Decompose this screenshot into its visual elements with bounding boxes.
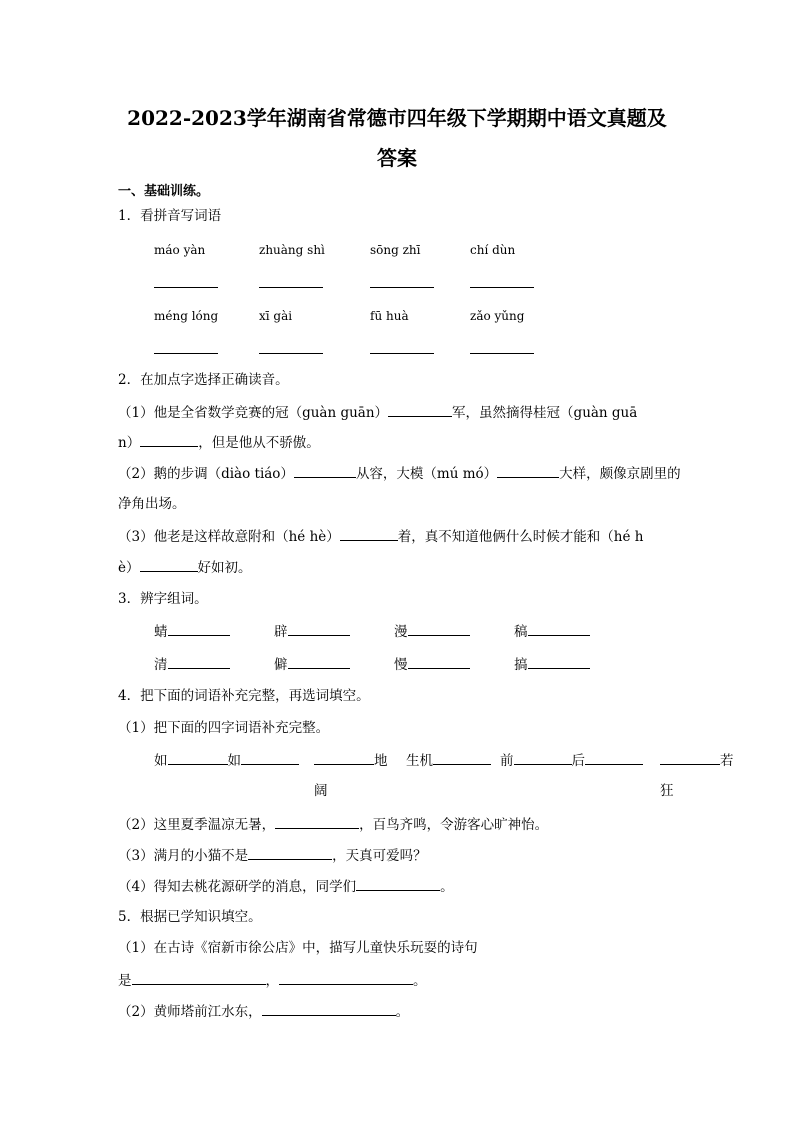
char-item: 搞 <box>514 654 590 675</box>
question-5-sub-1-cont: 是 ， 。 <box>118 970 427 991</box>
answer-blank[interactable] <box>585 750 643 765</box>
question-5-label: 5．根据已学知识填空。 <box>118 909 262 925</box>
question-2-sentence-2-cont: 净角出场。 <box>118 496 186 512</box>
answer-blank[interactable] <box>433 750 491 765</box>
char-item: 稿 <box>514 621 590 642</box>
char-item: 清 <box>154 654 230 675</box>
question-4-label: 4．把下面的词语补充完整，再选词填空。 <box>118 688 370 704</box>
answer-blank[interactable] <box>408 654 470 669</box>
answer-blank[interactable] <box>470 287 534 288</box>
answer-blank[interactable] <box>408 621 470 636</box>
pinyin-1-3: sōng zhī <box>370 243 421 257</box>
answer-blank[interactable] <box>275 814 359 829</box>
idiom-5-char: 狂 <box>660 783 674 799</box>
answer-blank[interactable] <box>259 287 323 288</box>
question-2-sentence-3: （3）他老是这样故意附和（hé hè） 着，真不知道他俩什么时候才能和（hé h <box>118 526 643 547</box>
question-2-sentence-3-cont: è） 好如初。 <box>118 557 252 578</box>
char-item: 僻 <box>274 654 350 675</box>
question-1-label: 1．看拼音写词语 <box>118 208 222 224</box>
question-3-label: 3．辨字组词。 <box>118 591 208 607</box>
question-4-sub-1: （1）把下面的四字词语补充完整。 <box>118 720 330 736</box>
answer-blank[interactable] <box>294 463 356 478</box>
document-title-line2: 答案 <box>377 146 417 170</box>
answer-blank[interactable] <box>262 1001 396 1016</box>
answer-blank[interactable] <box>288 621 350 636</box>
answer-blank[interactable] <box>388 402 452 417</box>
idiom-2-char: 阔 <box>314 783 328 799</box>
question-2-label: 2．在加点字选择正确读音。 <box>118 372 289 388</box>
question-2-sentence-1-cont: n） ，但是他从不骄傲。 <box>118 432 320 453</box>
answer-blank[interactable] <box>660 750 720 765</box>
answer-blank[interactable] <box>288 654 350 669</box>
pinyin-1-1: máo yàn <box>154 243 206 257</box>
pinyin-1-4: chí dùn <box>470 243 516 257</box>
question-4-sub-4: （4）得知去桃花源研学的消息，同学们 。 <box>118 876 454 897</box>
answer-blank[interactable] <box>370 353 434 354</box>
answer-blank[interactable] <box>528 654 590 669</box>
answer-blank[interactable] <box>528 621 590 636</box>
question-5-sub-1: （1）在古诗《宿新市徐公店》中，描写儿童快乐玩耍的诗句 <box>118 940 478 956</box>
answer-blank[interactable] <box>259 353 323 354</box>
idiom-5: 若 <box>660 750 734 771</box>
answer-blank[interactable] <box>340 526 398 541</box>
answer-blank[interactable] <box>248 845 332 860</box>
answer-blank[interactable] <box>154 353 218 354</box>
pinyin-2-1: méng lóng <box>154 309 219 323</box>
idiom-1: 如 如 <box>154 750 299 771</box>
answer-blank[interactable] <box>514 750 572 765</box>
question-4-sub-2: （2）这里夏季温凉无暑， ，百鸟齐鸣，令游客心旷神怡。 <box>118 814 548 835</box>
pinyin-2-3: fū huà <box>370 309 409 323</box>
char-item: 辟 <box>274 621 350 642</box>
question-2-sentence-1: （1）他是全省数学竞赛的冠（guàn guān） 军，虽然摘得桂冠（guàn guā <box>118 402 637 423</box>
idiom-3: 生机 <box>406 750 491 771</box>
answer-blank[interactable] <box>241 750 299 765</box>
char-item: 慢 <box>394 654 470 675</box>
char-item: 蜻 <box>154 621 230 642</box>
answer-blank[interactable] <box>154 287 218 288</box>
answer-blank[interactable] <box>168 654 230 669</box>
answer-blank[interactable] <box>132 970 266 985</box>
section-heading: 一、基础训练。 <box>118 184 210 199</box>
answer-blank[interactable] <box>140 432 198 447</box>
idiom-2: 地 <box>314 750 388 771</box>
answer-blank[interactable] <box>497 463 559 478</box>
answer-blank[interactable] <box>279 970 413 985</box>
question-2-sentence-2: （2）鹅的步调（diào tiáo） 从容，大模（mú mó） 大样，颇像京剧里的 <box>118 463 681 484</box>
question-4-sub-3: （3）满月的小猫不是 ，天真可爱吗？ <box>118 845 427 866</box>
answer-blank[interactable] <box>314 750 374 765</box>
char-item: 漫 <box>394 621 470 642</box>
document-title-line1: 2022-2023学年湖南省常德市四年级下学期期中语文真题及 <box>127 106 667 130</box>
pinyin-2-2: xī gài <box>259 309 293 323</box>
answer-blank[interactable] <box>470 353 534 354</box>
idiom-4: 前 后 <box>500 750 643 771</box>
pinyin-2-4: zǎo yǔng <box>470 309 525 323</box>
pinyin-1-2: zhuàng shì <box>259 243 325 257</box>
answer-blank[interactable] <box>168 621 230 636</box>
question-5-sub-2: （2）黄师塔前江水东， 。 <box>118 1001 409 1022</box>
answer-blank[interactable] <box>168 750 228 765</box>
answer-blank[interactable] <box>370 287 434 288</box>
answer-blank[interactable] <box>356 876 440 891</box>
answer-blank[interactable] <box>140 557 198 572</box>
